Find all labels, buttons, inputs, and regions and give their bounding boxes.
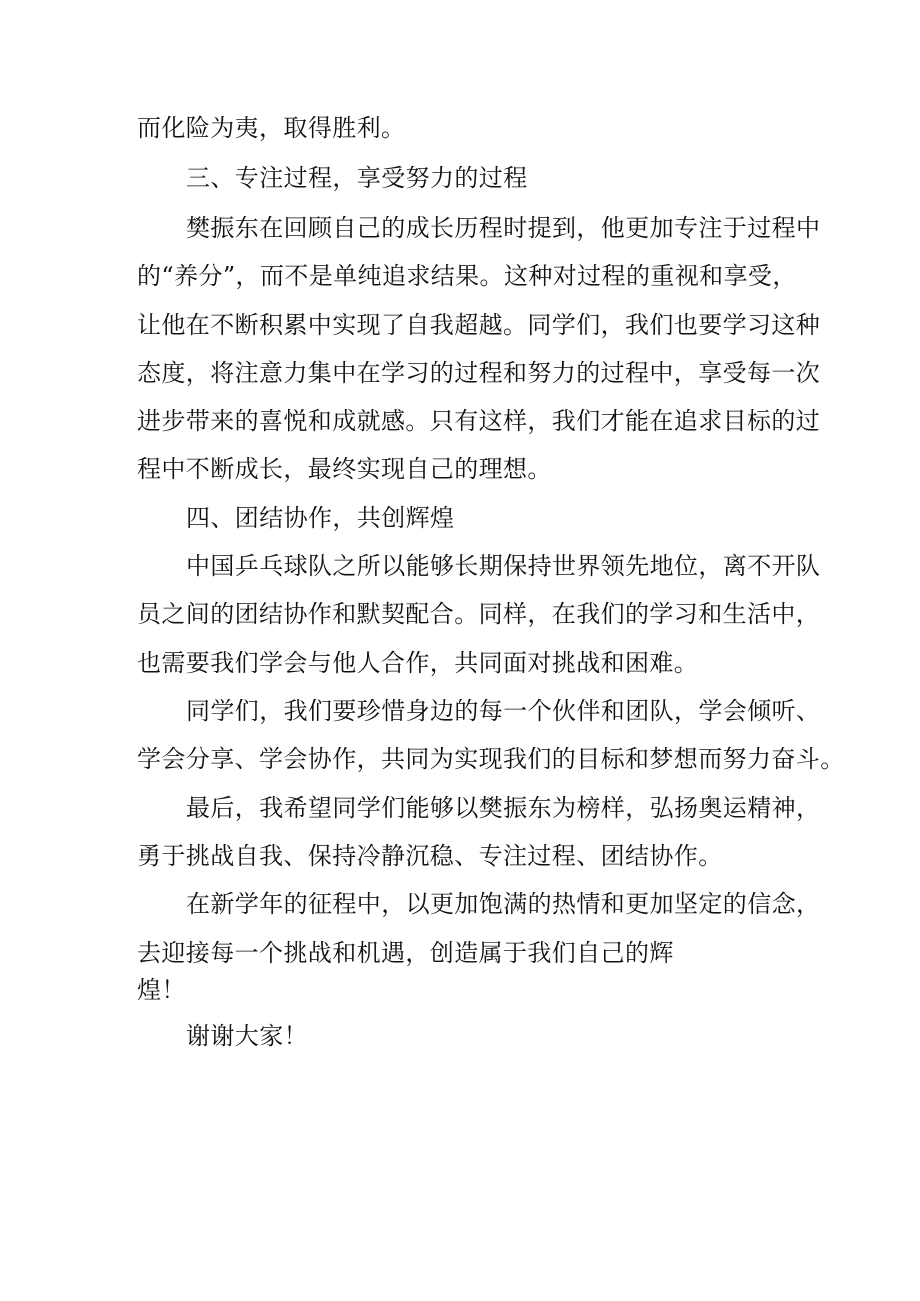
text-line: 员之间的团结协作和默契配合。同样，在我们的学习和生活中， — [137, 600, 821, 628]
text-line: 学会分享、学会协作，共同为实现我们的目标和梦想而努力奋斗。 — [137, 745, 845, 773]
text-line: 樊振东在回顾自己的成长历程时提到，他更加专注于过程中 — [186, 214, 821, 242]
text-line: 在新学年的征程中，以更加饱满的热情和更加坚定的信念， — [186, 890, 821, 918]
text-line: 煌！ — [137, 976, 186, 1004]
text-line: 而化险为夷，取得胜利。 — [137, 114, 406, 142]
text-line: 最后，我希望同学们能够以樊振东为榜样，弘扬奥运精神， — [186, 794, 821, 822]
closing-line: 谢谢大家！ — [186, 1022, 308, 1050]
text-line: 态度，将注意力集中在学习的过程和努力的过程中，享受每一次 — [137, 359, 821, 387]
text-line: 程中不断成长，最终实现自己的理想。 — [137, 455, 552, 483]
section-heading-4: 四、团结协作，共创辉煌 — [186, 504, 455, 532]
text-line: 中国乒乓球队之所以能够长期保持世界领先地位，离不开队 — [186, 552, 821, 580]
text-line: 勇于挑战自我、保持冷静沉稳、专注过程、团结协作。 — [137, 842, 723, 870]
text-line: 让他在不断积累中实现了自我超越。同学们，我们也要学习这种 — [137, 311, 821, 339]
text-line: 也需要我们学会与他人合作，共同面对挑战和困难。 — [137, 649, 699, 677]
text-line: 进步带来的喜悦和成就感。只有这样，我们才能在追求目标的过 — [137, 407, 821, 435]
text-line: 的“养分”，而不是单纯追求结果。这种对过程的重视和享受， — [137, 262, 797, 290]
text-line: 去迎接每一个挑战和机遇，创造属于我们自己的辉 — [137, 939, 674, 967]
section-heading-3: 三、专注过程，享受努力的过程 — [186, 164, 528, 192]
text-line: 同学们，我们要珍惜身边的每一个伙伴和团队，学会倾听、 — [186, 697, 821, 725]
